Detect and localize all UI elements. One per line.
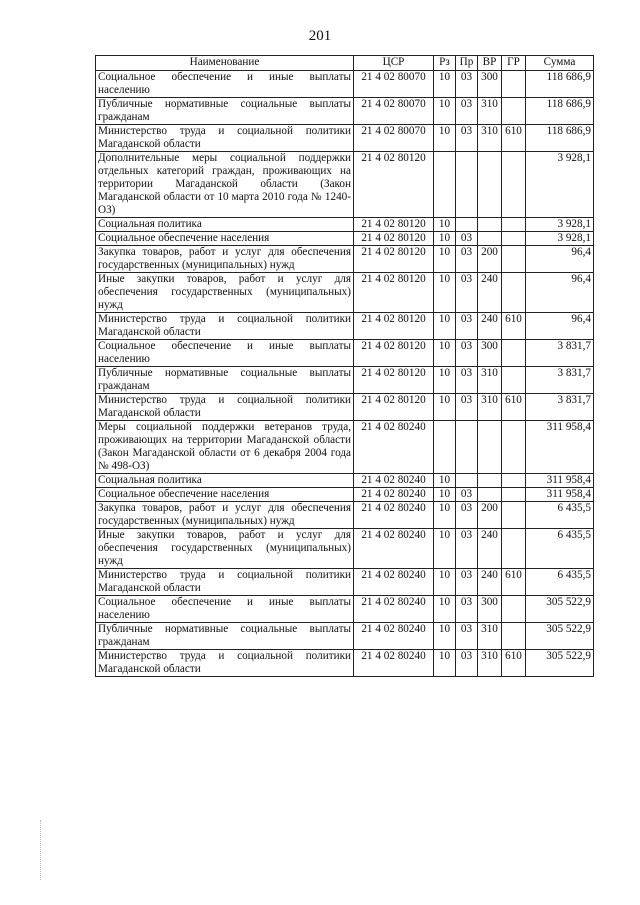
cell-pr: 03	[456, 273, 478, 313]
page-number: 201	[308, 28, 332, 44]
cell-name: Публичные нормативные социальные выплаты гражданам	[96, 623, 354, 650]
cell-csr: 21 4 02 80240	[354, 421, 434, 474]
cell-sum: 6 435,5	[526, 529, 594, 569]
cell-sum: 6 435,5	[526, 569, 594, 596]
cell-sum: 3 928,1	[526, 218, 594, 232]
table-row	[96, 474, 594, 488]
cell-gr	[502, 367, 526, 394]
cell-gr	[502, 152, 526, 218]
cell-rz: 10	[434, 488, 456, 502]
cell-gr	[502, 596, 526, 623]
cell-csr: 21 4 02 80240	[354, 623, 434, 650]
cell-vr: 310	[478, 394, 502, 421]
cell-vr: 310	[478, 98, 502, 125]
cell-pr: 03	[456, 529, 478, 569]
cell-gr	[502, 502, 526, 529]
cell-vr: 310	[478, 367, 502, 394]
cell-name: Социальная политика	[96, 218, 354, 232]
cell-csr: 21 4 02 80120	[354, 340, 434, 367]
cell-vr: 300	[478, 596, 502, 623]
cell-csr: 21 4 02 80120	[354, 313, 434, 340]
cell-vr	[478, 488, 502, 502]
cell-pr	[456, 218, 478, 232]
header-pr: Пр	[456, 56, 478, 71]
cell-name: Социальное обеспечение населения	[96, 488, 354, 502]
cell-vr: 240	[478, 313, 502, 340]
cell-sum: 305 522,9	[526, 650, 594, 677]
cell-csr: 21 4 02 80070	[354, 125, 434, 152]
cell-gr: 610	[502, 313, 526, 340]
table-row	[96, 313, 594, 340]
header-row	[96, 56, 594, 71]
cell-csr: 21 4 02 80070	[354, 71, 434, 98]
cell-pr: 03	[456, 394, 478, 421]
cell-name: Закупка товаров, работ и услуг для обеспечения государственных (муниципальных) нужд	[96, 246, 354, 273]
cell-csr: 21 4 02 80120	[354, 367, 434, 394]
cell-csr: 21 4 02 80240	[354, 569, 434, 596]
cell-gr	[502, 218, 526, 232]
cell-csr: 21 4 02 80120	[354, 232, 434, 246]
cell-sum: 3 928,1	[526, 152, 594, 218]
cell-sum: 96,4	[526, 313, 594, 340]
header-gr: ГР	[502, 56, 526, 71]
table-row	[96, 502, 594, 529]
cell-gr: 610	[502, 125, 526, 152]
cell-pr: 03	[456, 367, 478, 394]
cell-gr	[502, 71, 526, 98]
cell-sum: 3 831,7	[526, 367, 594, 394]
cell-vr: 200	[478, 502, 502, 529]
cell-sum: 311 958,4	[526, 421, 594, 474]
cell-gr	[502, 246, 526, 273]
cell-rz: 10	[434, 569, 456, 596]
cell-name: Министерство труда и социальной политики Магаданской области	[96, 394, 354, 421]
header-csr: ЦСР	[354, 56, 434, 71]
cell-vr: 300	[478, 71, 502, 98]
cell-pr: 03	[456, 650, 478, 677]
cell-name: Публичные нормативные социальные выплаты гражданам	[96, 367, 354, 394]
cell-vr: 240	[478, 569, 502, 596]
cell-sum: 118 686,9	[526, 71, 594, 98]
cell-vr	[478, 421, 502, 474]
table-row	[96, 569, 594, 596]
header-name: Наименование	[96, 56, 354, 71]
cell-csr: 21 4 02 80120	[354, 246, 434, 273]
cell-name: Социальное обеспечение и иные выплаты населению	[96, 596, 354, 623]
table-row	[96, 232, 594, 246]
cell-gr	[502, 488, 526, 502]
cell-rz: 10	[434, 529, 456, 569]
cell-gr	[502, 273, 526, 313]
cell-sum: 3 831,7	[526, 394, 594, 421]
cell-gr	[502, 232, 526, 246]
cell-vr: 310	[478, 650, 502, 677]
cell-vr: 200	[478, 246, 502, 273]
header-rz: Рз	[434, 56, 456, 71]
scan-mark	[40, 820, 42, 880]
cell-sum: 118 686,9	[526, 125, 594, 152]
cell-pr: 03	[456, 246, 478, 273]
cell-rz: 10	[434, 98, 456, 125]
table-row	[96, 152, 594, 218]
cell-pr: 03	[456, 98, 478, 125]
table-row	[96, 367, 594, 394]
cell-pr	[456, 152, 478, 218]
cell-rz	[434, 421, 456, 474]
cell-rz: 10	[434, 502, 456, 529]
cell-name: Закупка товаров, работ и услуг для обеспечения государственных (муниципальных) нужд	[96, 502, 354, 529]
table-row	[96, 529, 594, 569]
cell-gr	[502, 98, 526, 125]
table-header	[96, 56, 594, 71]
cell-rz: 10	[434, 367, 456, 394]
header-vr: ВР	[478, 56, 502, 71]
cell-name: Социальная политика	[96, 474, 354, 488]
table-row	[96, 218, 594, 232]
cell-sum: 3 928,1	[526, 232, 594, 246]
cell-vr: 310	[478, 125, 502, 152]
cell-csr: 21 4 02 80120	[354, 152, 434, 218]
table-row	[96, 623, 594, 650]
table-row	[96, 340, 594, 367]
cell-pr: 03	[456, 596, 478, 623]
cell-name: Иные закупки товаров, работ и услуг для обеспечения государственных (муниципальных) нужд	[96, 529, 354, 569]
cell-vr	[478, 232, 502, 246]
cell-rz: 10	[434, 340, 456, 367]
cell-gr: 610	[502, 394, 526, 421]
table-row	[96, 488, 594, 502]
cell-rz: 10	[434, 273, 456, 313]
cell-sum: 311 958,4	[526, 474, 594, 488]
cell-pr: 03	[456, 313, 478, 340]
table-body	[96, 71, 594, 677]
cell-pr: 03	[456, 125, 478, 152]
table-row	[96, 421, 594, 474]
cell-name: Дополнительные меры социальной поддержки отдельных категорий граждан, проживающих на территории Магаданской области (Закон Магаданской области от 10 марта 2010 года № 1240-ОЗ)	[96, 152, 354, 218]
cell-gr: 610	[502, 569, 526, 596]
cell-vr	[478, 152, 502, 218]
table-row	[96, 246, 594, 273]
cell-csr: 21 4 02 80240	[354, 596, 434, 623]
cell-vr: 310	[478, 623, 502, 650]
cell-sum: 96,4	[526, 246, 594, 273]
cell-gr	[502, 340, 526, 367]
cell-name: Меры социальной поддержки ветеранов труда, проживающих на территории Магаданской области (Закон Магаданской области от 6 декабря 2004 года № 498-ОЗ)	[96, 421, 354, 474]
cell-name: Министерство труда и социальной политики Магаданской области	[96, 569, 354, 596]
cell-name: Министерство труда и социальной политики Магаданской области	[96, 125, 354, 152]
header-sum: Сумма	[526, 56, 594, 71]
table-row	[96, 125, 594, 152]
cell-csr: 21 4 02 80240	[354, 502, 434, 529]
cell-csr: 21 4 02 80120	[354, 394, 434, 421]
table-row	[96, 394, 594, 421]
cell-rz: 10	[434, 474, 456, 488]
cell-name: Социальное обеспечение и иные выплаты населению	[96, 340, 354, 367]
cell-rz	[434, 152, 456, 218]
cell-vr: 300	[478, 340, 502, 367]
cell-csr: 21 4 02 80240	[354, 650, 434, 677]
cell-csr: 21 4 02 80240	[354, 529, 434, 569]
cell-rz: 10	[434, 125, 456, 152]
cell-pr: 03	[456, 488, 478, 502]
cell-sum: 311 958,4	[526, 488, 594, 502]
cell-gr	[502, 529, 526, 569]
cell-sum: 6 435,5	[526, 502, 594, 529]
table-row	[96, 650, 594, 677]
cell-rz: 10	[434, 596, 456, 623]
cell-name: Социальное обеспечение населения	[96, 232, 354, 246]
cell-pr	[456, 474, 478, 488]
table-row	[96, 273, 594, 313]
cell-name: Министерство труда и социальной политики Магаданской области	[96, 313, 354, 340]
cell-sum: 3 831,7	[526, 340, 594, 367]
cell-pr: 03	[456, 502, 478, 529]
cell-gr	[502, 421, 526, 474]
cell-pr: 03	[456, 71, 478, 98]
cell-sum: 305 522,9	[526, 623, 594, 650]
cell-pr	[456, 421, 478, 474]
cell-csr: 21 4 02 80070	[354, 98, 434, 125]
cell-name: Иные закупки товаров, работ и услуг для обеспечения государственных (муниципальных) нужд	[96, 273, 354, 313]
cell-vr	[478, 474, 502, 488]
cell-name: Публичные нормативные социальные выплаты гражданам	[96, 98, 354, 125]
cell-csr: 21 4 02 80240	[354, 474, 434, 488]
cell-pr: 03	[456, 623, 478, 650]
cell-rz: 10	[434, 623, 456, 650]
cell-vr: 240	[478, 273, 502, 313]
cell-name: Социальное обеспечение и иные выплаты населению	[96, 71, 354, 98]
cell-name: Министерство труда и социальной политики Магаданской области	[96, 650, 354, 677]
cell-sum: 118 686,9	[526, 98, 594, 125]
table-row	[96, 71, 594, 98]
cell-vr	[478, 218, 502, 232]
cell-csr: 21 4 02 80120	[354, 273, 434, 313]
cell-rz: 10	[434, 218, 456, 232]
cell-pr: 03	[456, 340, 478, 367]
cell-vr: 240	[478, 529, 502, 569]
table-row	[96, 596, 594, 623]
cell-csr: 21 4 02 80120	[354, 218, 434, 232]
cell-gr: 610	[502, 650, 526, 677]
cell-rz: 10	[434, 650, 456, 677]
cell-rz: 10	[434, 394, 456, 421]
cell-sum: 305 522,9	[526, 596, 594, 623]
cell-rz: 10	[434, 313, 456, 340]
cell-csr: 21 4 02 80240	[354, 488, 434, 502]
cell-rz: 10	[434, 246, 456, 273]
cell-pr: 03	[456, 569, 478, 596]
cell-pr: 03	[456, 232, 478, 246]
cell-rz: 10	[434, 71, 456, 98]
cell-gr	[502, 623, 526, 650]
cell-sum: 96,4	[526, 273, 594, 313]
cell-rz: 10	[434, 232, 456, 246]
cell-gr	[502, 474, 526, 488]
table-row	[96, 98, 594, 125]
budget-table	[95, 55, 594, 677]
